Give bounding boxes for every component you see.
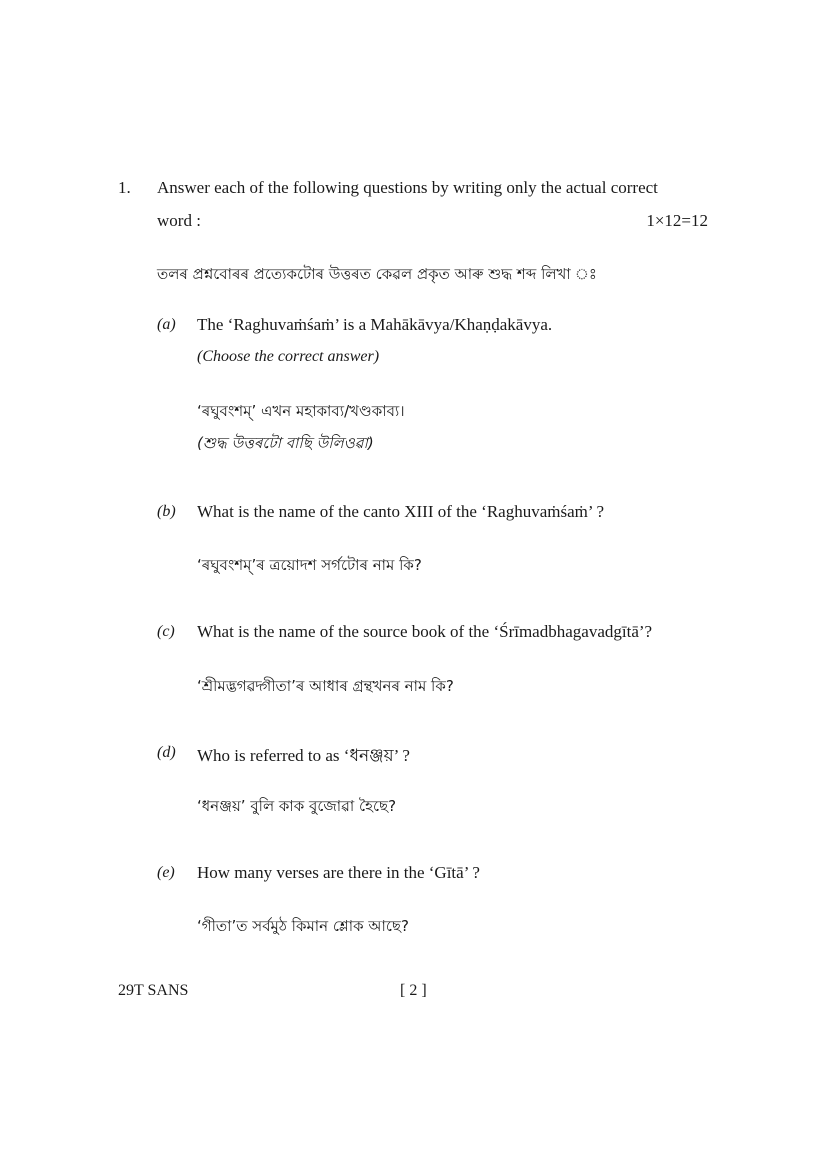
item-label-a: (a) <box>157 316 176 333</box>
item-local-note-a: (শুদ্ধ উত্তৰটো বাছি উলিওৱা) <box>197 434 374 452</box>
item-english-a: The ‘Raghuvaṁśaṁ’ is a Mahākāvya/Khaṇḍakāvya. <box>197 315 553 334</box>
item-english-e: How many verses are there in the ‘Gītā’ ? <box>197 863 480 882</box>
question-marks: 1×12=12 <box>646 211 708 230</box>
item-local-d: ‘ধনঞ্জয়’ বুলি কাক বুজোৱা হৈছে? <box>197 797 397 815</box>
item-label-b: (b) <box>157 503 176 520</box>
item-local-a: ‘ৰঘুবংশম্’ এখন মহাকাব্য/খণ্ডকাব্য। <box>197 402 405 420</box>
item-english-c: What is the name of the source book of the ‘Śrīmadbhagavadgītā’? <box>197 622 653 641</box>
item-label-d: (d) <box>157 744 176 761</box>
item-english-note-a: (Choose the correct answer) <box>197 348 380 365</box>
question-number: 1. <box>118 178 131 197</box>
question-instruction-local: তলৰ প্ৰশ্নবোৰৰ প্ৰত্যেকটোৰ উত্তৰত কেৱল প্ৰকৃত আৰু শুদ্ধ শব্দ লিখা ঃ <box>157 265 597 283</box>
item-english-b: What is the name of the canto XIII of the ‘Raghuvaṁśaṁ’ ? <box>197 502 605 521</box>
question-text-line2: word : <box>157 211 201 230</box>
footer-page-number: [ 2 ] <box>400 982 427 999</box>
item-local-e: ‘গীতা’ত সৰ্বমুঠ কিমান শ্লোক আছে? <box>197 917 409 935</box>
item-english-d: Who is referred to as ‘ধনঞ্জয়’ ? <box>197 746 410 765</box>
footer-code: 29T SANS <box>118 982 189 999</box>
item-local-c: ‘শ্ৰীমদ্ভগৱদ্গীতা’ৰ আধাৰ গ্ৰন্থখনৰ নাম কি? <box>197 677 454 695</box>
item-label-c: (c) <box>157 623 175 640</box>
question-text-line1: Answer each of the following questions by writing only the actual correct <box>157 178 658 197</box>
item-label-e: (e) <box>157 864 175 881</box>
item-local-b: ‘ৰঘুবংশম্’ৰ ত্ৰয়োদশ সৰ্গটোৰ নাম কি? <box>197 556 422 574</box>
